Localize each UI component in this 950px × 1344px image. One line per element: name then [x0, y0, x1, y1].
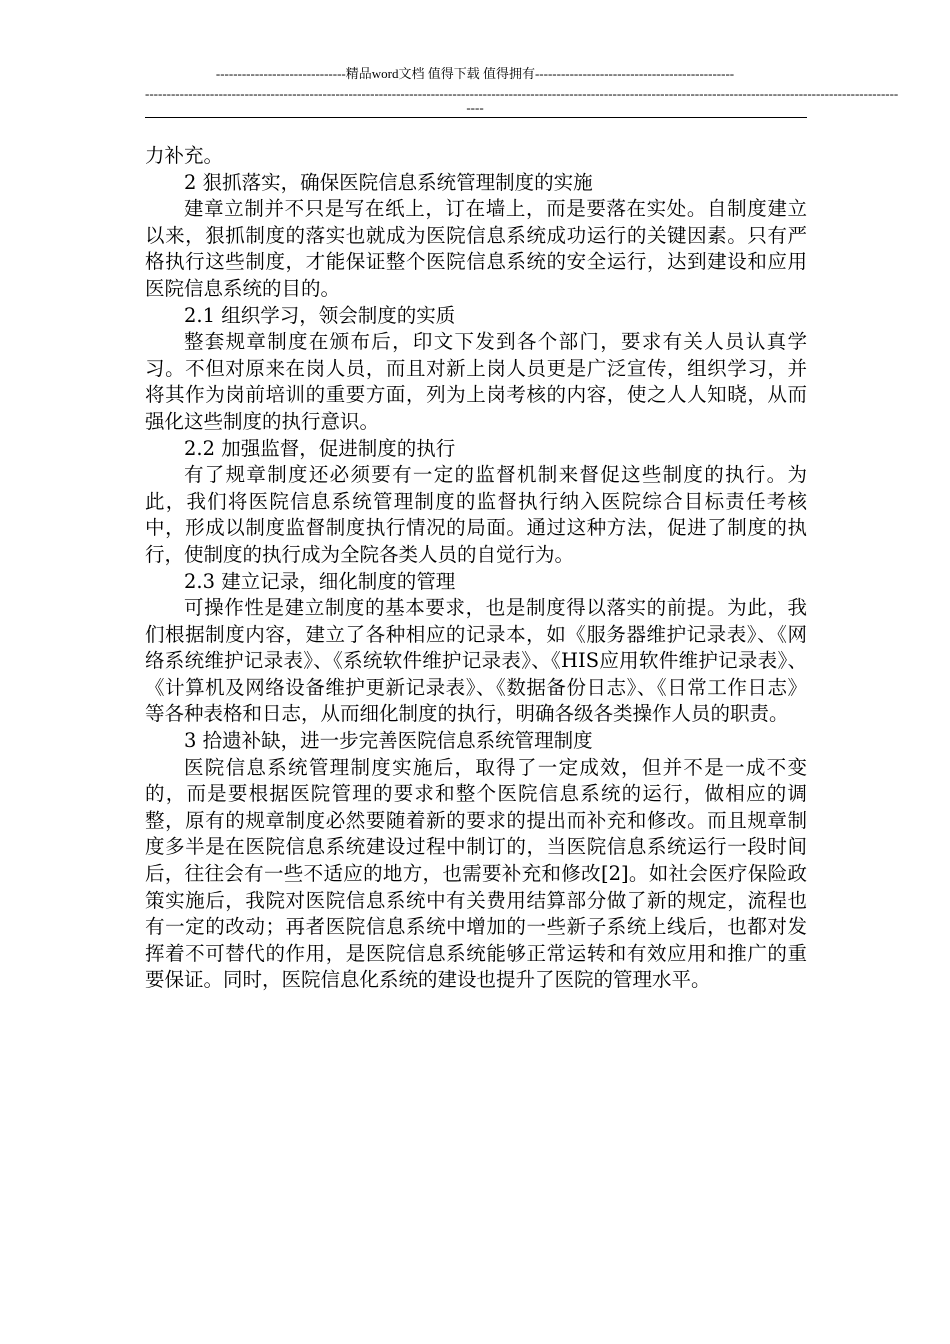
section-heading: 2.2 加强监督，促进制度的执行: [184, 436, 456, 460]
paragraph: 建章立制并不只是写在纸上，订在墙上，而是要落在实处。自制度建立以来，狠抓制度的落实也就成为医院信息系统成功运行的关键因素。只有严格执行这些制度，才能保证整个医院信息系统的安全运行，达到建设和应用医院信息系统的目的。: [145, 197, 807, 300]
paragraph: 力补充。: [145, 144, 224, 167]
paragraph: 有了规章制度还必须要有一定的监督机制来督促这些制度的执行。为此，我们将医院信息系统管理制度的监督执行纳入医院综合目标责任考核中，形成以制度监督制度执行情况的局面。通过这种方法，促进了制度的执行，使制度的执行成为全院各类人员的自觉行为。: [145, 463, 807, 566]
paragraph: 可操作性是建立制度的基本要求，也是制度得以落实的前提。为此，我们根据制度内容，建立了各种相应的记录本，如《服务器维护记录表》、《网络系统维护记录表》、《系统软件维护记录表》、《HIS应用软件维护记录表》、《计算机及网络设备维护更新记录表》、《数据备份日志》、《日常工作日志》等各种表格和日志，从而细化制度的执行，明确各级各类操作人员的职责。: [145, 596, 807, 726]
body-text: [145, 143, 807, 994]
section-heading: 2 狠抓落实，确保医院信息系统管理制度的实施: [184, 170, 593, 194]
paragraph: 整套规章制度在颁布后，印文下发到各个部门，要求有关人员认真学习。不但对原来在岗人员，而且对新上岗人员更是广泛宣传，组织学习，并将其作为岗前培训的重要方面，列为上岗考核的内容，使之人人知晓，从而强化这些制度的执行意识。: [145, 330, 807, 433]
section-heading: 2.1 组织学习，领会制度的实质: [184, 303, 456, 327]
header-dash-tail: ----: [466, 100, 484, 115]
header-banner: ------------------------------精品word文档 值得下载 值得拥有----------------------------------------------: [215, 66, 735, 81]
section-heading: 3 拾遗补缺，进一步完善医院信息系统管理制度: [184, 729, 593, 753]
paragraph: 医院信息系统管理制度实施后，取得了一定成效，但并不是一成不变的，而是要根据医院管理的要求和整个医院信息系统的运行，做相应的调整，原有的规章制度必然要随着新的要求的提出而补充和修改。而且规章制度多半是在医院信息系统建设过程中制订的，当医院信息系统运行一段时间后，往往会有一些不适应的地方，也需要补充和修改[2]。如社会医疗保险政策实施后，我院对医院信息系统中有关费用结算部分做了新的规定，流程也有一定的改动；再者医院信息系统中增加的一些新子系统上线后，也都对发挥着不可替代的作用，是医院信息系统能够正常运转和有效应用和推广的重要保证。同时，医院信息化系统的建设也提升了医院的管理水平。: [145, 755, 807, 992]
header-rule: [145, 117, 807, 118]
section-heading: 2.3 建立记录，细化制度的管理: [184, 569, 456, 593]
header-dash-line: ------------------------------------------------------------------------------------------------------------------------------------------------------------------------------: [145, 86, 899, 101]
